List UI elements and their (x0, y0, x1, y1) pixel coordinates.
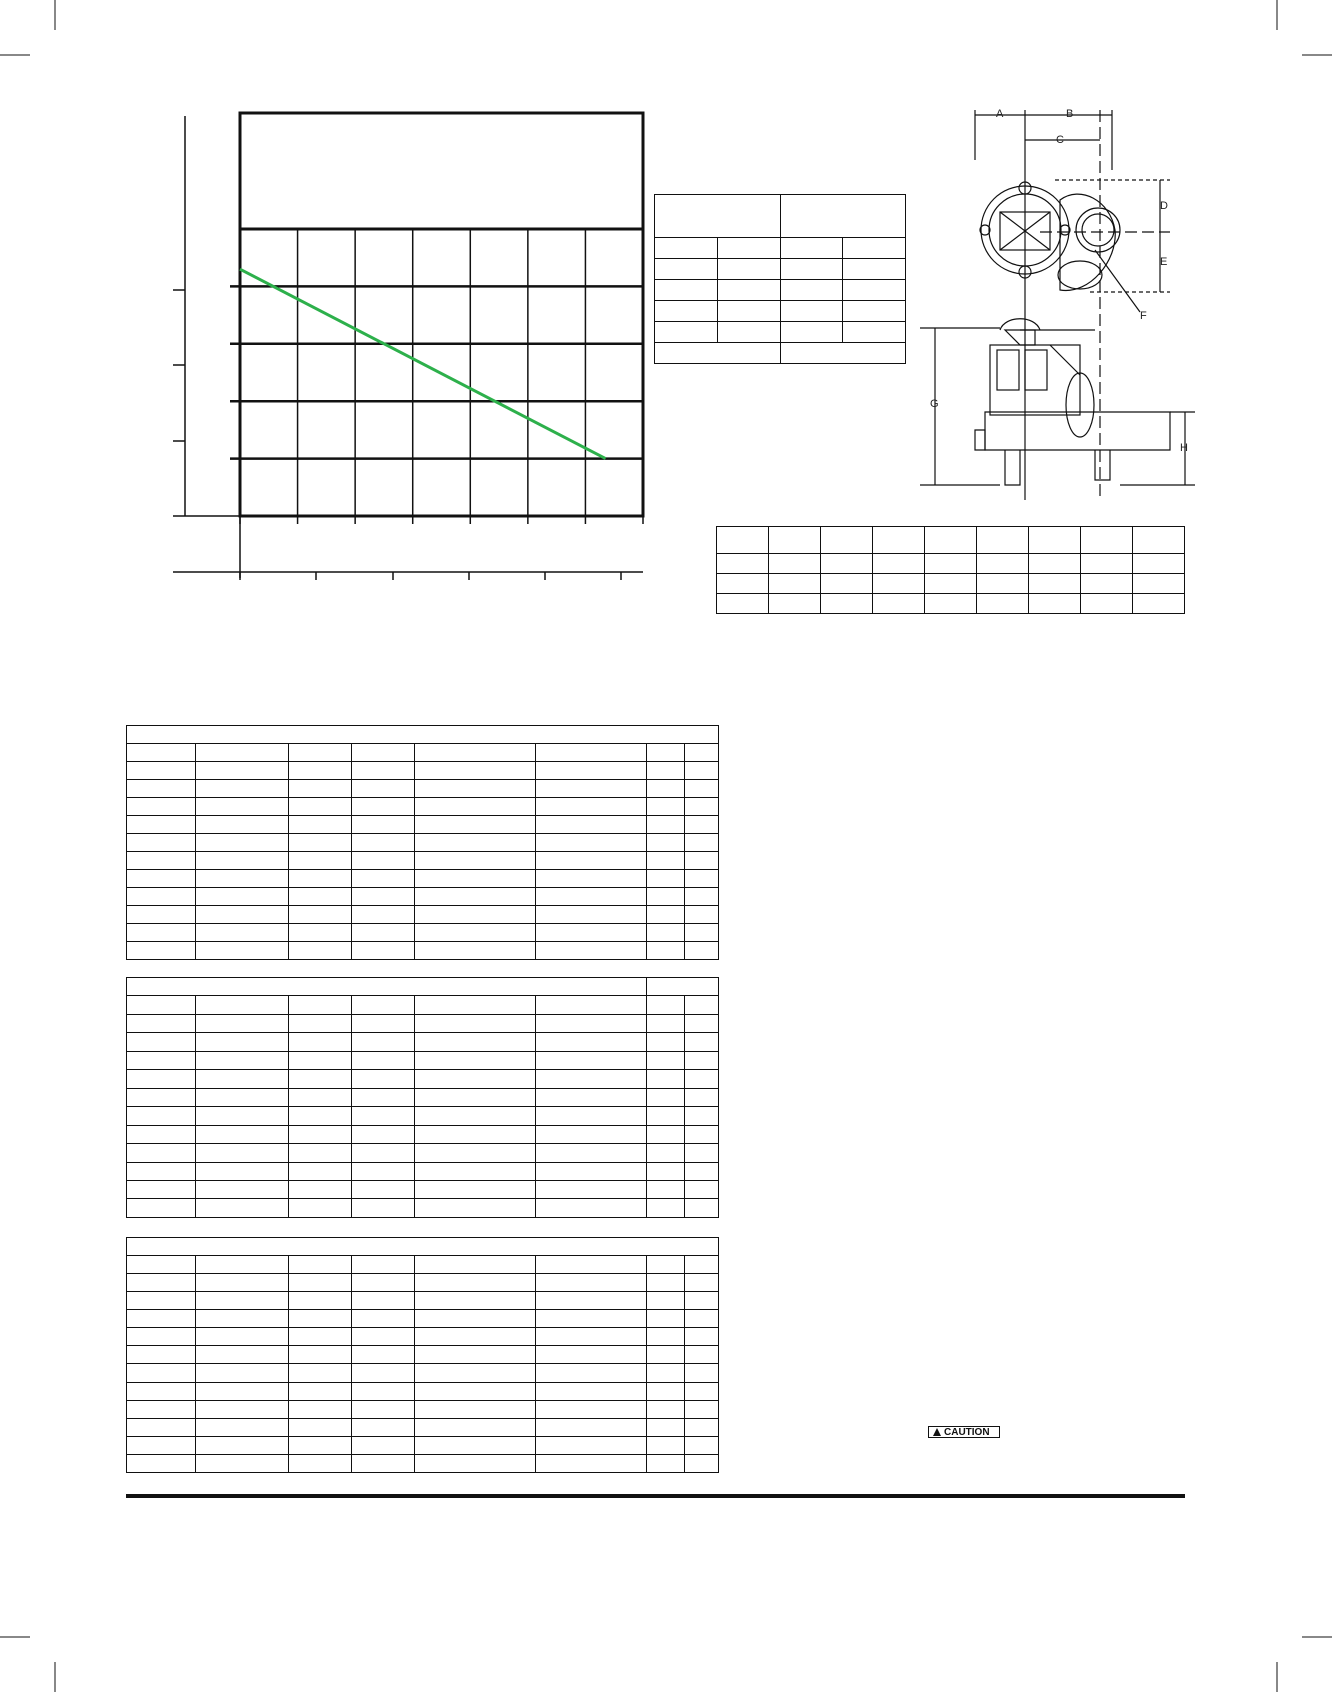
table-row (127, 762, 719, 780)
table-header-row (127, 978, 719, 996)
table-row (127, 816, 719, 834)
model-table-3 (126, 1237, 719, 1473)
table-row (127, 924, 719, 942)
table-row (127, 744, 719, 762)
table-row (127, 1328, 719, 1346)
table-row (127, 1070, 719, 1088)
dim-label-f: F (1140, 310, 1147, 322)
table-row (127, 1107, 719, 1125)
table-row (127, 1292, 719, 1310)
model-table-1 (126, 725, 719, 960)
table-row (127, 1144, 719, 1162)
model-table-2 (126, 977, 719, 1218)
table-row (127, 1274, 719, 1292)
table-row (127, 1364, 719, 1382)
table-row (127, 996, 719, 1014)
table-row (127, 1051, 719, 1069)
table-row (127, 1125, 719, 1143)
table-row (127, 1014, 719, 1032)
table-row (127, 852, 719, 870)
table-row (127, 1256, 719, 1274)
caution-label (928, 1426, 1000, 1438)
dim-label-a: A (996, 108, 1004, 120)
dim-label-g: G (930, 398, 939, 410)
table-row (127, 1346, 719, 1364)
warning-triangle-icon (933, 1428, 941, 1436)
dim-label-h: H (1180, 442, 1188, 454)
table-row (127, 870, 719, 888)
dim-label-d: D (1160, 200, 1168, 212)
table-row (127, 798, 719, 816)
table-header-row (127, 1238, 719, 1256)
table-row (127, 1400, 719, 1418)
table-row (127, 1436, 719, 1454)
table-row (127, 1033, 719, 1051)
table-row (127, 1454, 719, 1472)
table-row (127, 1418, 719, 1436)
table-row (127, 888, 719, 906)
table-header-row (127, 726, 719, 744)
table-row (127, 834, 719, 852)
dim-label-c: C (1056, 134, 1064, 146)
table-row (127, 1199, 719, 1218)
table-row (127, 1310, 719, 1328)
footer-rule (126, 1494, 1185, 1498)
caution-text: CAUTION (944, 1427, 990, 1438)
table-row (127, 780, 719, 798)
table-row (127, 1162, 719, 1180)
table-row (127, 1088, 719, 1106)
table-row (127, 1180, 719, 1198)
dim-label-e: E (1160, 256, 1168, 268)
dim-label-b: B (1066, 108, 1074, 120)
table-row (127, 906, 719, 924)
dimension-table (716, 526, 1185, 614)
table-row (127, 1382, 719, 1400)
table-row (127, 942, 719, 960)
